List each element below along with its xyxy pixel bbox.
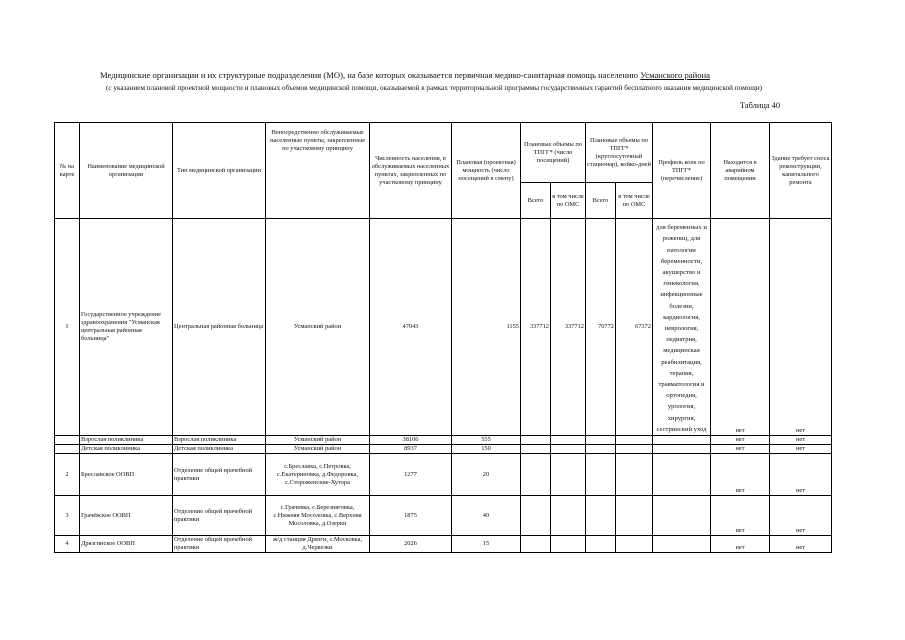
row-amb-oms: [551, 536, 586, 553]
header-repair: Здание требует сноса реконструкции, капитального ремонта: [770, 123, 832, 219]
row-emergency: нет: [711, 445, 770, 454]
row-name: Бреславское ООВП: [80, 454, 173, 496]
table-row: [55, 536, 832, 553]
table-row: [55, 496, 832, 536]
row-profile: [653, 496, 711, 536]
header-amb-oms: в том числе по ОМС: [551, 183, 586, 219]
header-ambulatory: Плановые объемы по ТПГГ* (число посещений): [521, 123, 586, 183]
header-settlements: Непосредственно обслуживаемые населенные пункты, закрепленные по участковому принципу: [266, 123, 370, 219]
row-num: [55, 436, 80, 445]
row-type: Отделение общей врачебной практики: [173, 496, 266, 536]
row-capacity: 1155: [452, 219, 521, 436]
table-number: Таблица 40: [740, 101, 781, 110]
table-row: [55, 454, 832, 496]
row-settlements: Усманский район: [266, 436, 370, 445]
row-num: 3: [55, 496, 80, 536]
row-type: Детская поликлиника: [173, 445, 266, 454]
document-subtitle: (с указанием плановой проектной мощности и плановых объемов медицинской помощи, оказываемой в рамках территориальной программы государственных гарантий бесплатного оказания медицинской помощи): [106, 84, 763, 92]
row-amb-total: [521, 536, 551, 553]
row-amb-total: [521, 454, 551, 496]
row-name: Дрязгинское ООВП: [80, 536, 173, 553]
row-day-total: [586, 496, 616, 536]
row-profile: [653, 454, 711, 496]
table-row: [55, 219, 832, 436]
row-repair: нет: [770, 219, 832, 436]
row-population: 1875: [370, 496, 452, 536]
row-emergency: нет: [711, 436, 770, 445]
table-row: [55, 445, 832, 454]
header-day-oms: в том числе по ОМС: [616, 183, 653, 219]
row-num: [55, 445, 80, 454]
row-profile: [653, 445, 711, 454]
header-profile: Профиль коек по ТПГГ* (перечисление): [653, 123, 711, 219]
row-day-oms: [616, 536, 653, 553]
row-population: 1277: [370, 454, 452, 496]
row-repair: нет: [770, 454, 832, 496]
row-population: 2026: [370, 536, 452, 553]
row-day-oms: [616, 445, 653, 454]
row-num: 2: [55, 454, 80, 496]
row-name: Государственное учреждение здравоохранения "Усманская центральная районная больница": [80, 219, 173, 436]
row-amb-oms: [551, 445, 586, 454]
row-capacity: 150: [452, 445, 521, 454]
row-day-oms: 67372: [616, 219, 653, 436]
row-name: Грачёвское ООВП: [80, 496, 173, 536]
row-amb-oms: 337712: [551, 219, 586, 436]
row-day-total: 70772: [586, 219, 616, 436]
header-emergency: Находится в аварийном помещении: [711, 123, 770, 219]
row-amb-oms: [551, 496, 586, 536]
header-day-total: Всего: [586, 183, 616, 219]
row-profile: [653, 436, 711, 445]
row-num: 1: [55, 219, 80, 436]
header-amb-total: Всего: [521, 183, 551, 219]
row-profile: для беременных и рожениц, для патологии беременности, акушерство и гинекология, инфекционные болезни, кардиология, неврология, педиатрия, медицинская реабилитация, терапия, травматология и ортопедия, урология, хирургия, сестринский уход: [653, 219, 711, 436]
row-settlements: с.Грачевка, с.Березняговка, с.Нижняя Мосоловка, с.Верхняя Мосоловка, д.Озерки: [266, 496, 370, 536]
row-day-oms: [616, 436, 653, 445]
row-emergency: нет: [711, 219, 770, 436]
row-num: 4: [55, 536, 80, 553]
row-day-total: [586, 445, 616, 454]
row-amb-oms: [551, 436, 586, 445]
row-type: Взрослая поликлиника: [173, 436, 266, 445]
header-capacity: Плановая (проектная) мощность (число посещений в смену): [452, 123, 521, 219]
header-name: Наименование медицинской организации: [80, 123, 173, 219]
row-name: Взрослая поликлиника: [80, 436, 173, 445]
row-day-oms: [616, 496, 653, 536]
row-day-total: [586, 436, 616, 445]
row-amb-total: [521, 496, 551, 536]
row-amb-oms: [551, 454, 586, 496]
row-settlements: Усманский район: [266, 219, 370, 436]
row-capacity: 15: [452, 536, 521, 553]
row-population: 38106: [370, 436, 452, 445]
row-day-oms: [616, 454, 653, 496]
header-type: Тип медицинской организации: [173, 123, 266, 219]
row-settlements: с.Бреславка, с.Петровка, с.Екатериновка, д.Федоровка, с.Стороженские-Хутора: [266, 454, 370, 496]
row-name: Детская поликлиника: [80, 445, 173, 454]
row-amb-total: [521, 445, 551, 454]
row-capacity: 555: [452, 436, 521, 445]
row-repair: нет: [770, 445, 832, 454]
header-dayhospital: Плановые объемы по ТПГГ* (круглосуточный стационар), койко-дней: [586, 123, 653, 183]
table-row: [55, 436, 832, 445]
row-profile: [653, 536, 711, 553]
row-emergency: нет: [711, 454, 770, 496]
row-settlements: Усманский район: [266, 445, 370, 454]
row-repair: нет: [770, 436, 832, 445]
row-type: Отделение общей врачебной практики: [173, 454, 266, 496]
row-population: 8937: [370, 445, 452, 454]
row-day-total: [586, 454, 616, 496]
title-prefix: Медицинские организации и их структурные подразделения (МО), на базе которых оказывается первичная медико-санитарная помощь населению: [100, 70, 639, 80]
row-capacity: 20: [452, 454, 521, 496]
header-population: Численность населения, в обслуживаемых населенных пунктах, закрепленных по участковому принципу: [370, 123, 452, 219]
row-settlements: ж/д станция Дрязги, с.Московка, д.Черкезки: [266, 536, 370, 553]
header-num: № на карте: [55, 123, 80, 219]
document-title: [100, 70, 710, 80]
row-repair: нет: [770, 496, 832, 536]
row-capacity: 40: [452, 496, 521, 536]
row-amb-total: 337712: [521, 219, 551, 436]
row-type: Отделение общей врачебной практики: [173, 536, 266, 553]
title-district: Усманского района: [640, 70, 710, 80]
row-emergency: нет: [711, 496, 770, 536]
row-type: Центральная районная больница: [173, 219, 266, 436]
facilities-table: [54, 122, 832, 553]
row-emergency: нет: [711, 536, 770, 553]
row-repair: нет: [770, 536, 832, 553]
row-day-total: [586, 536, 616, 553]
row-amb-total: [521, 436, 551, 445]
row-population: 47043: [370, 219, 452, 436]
